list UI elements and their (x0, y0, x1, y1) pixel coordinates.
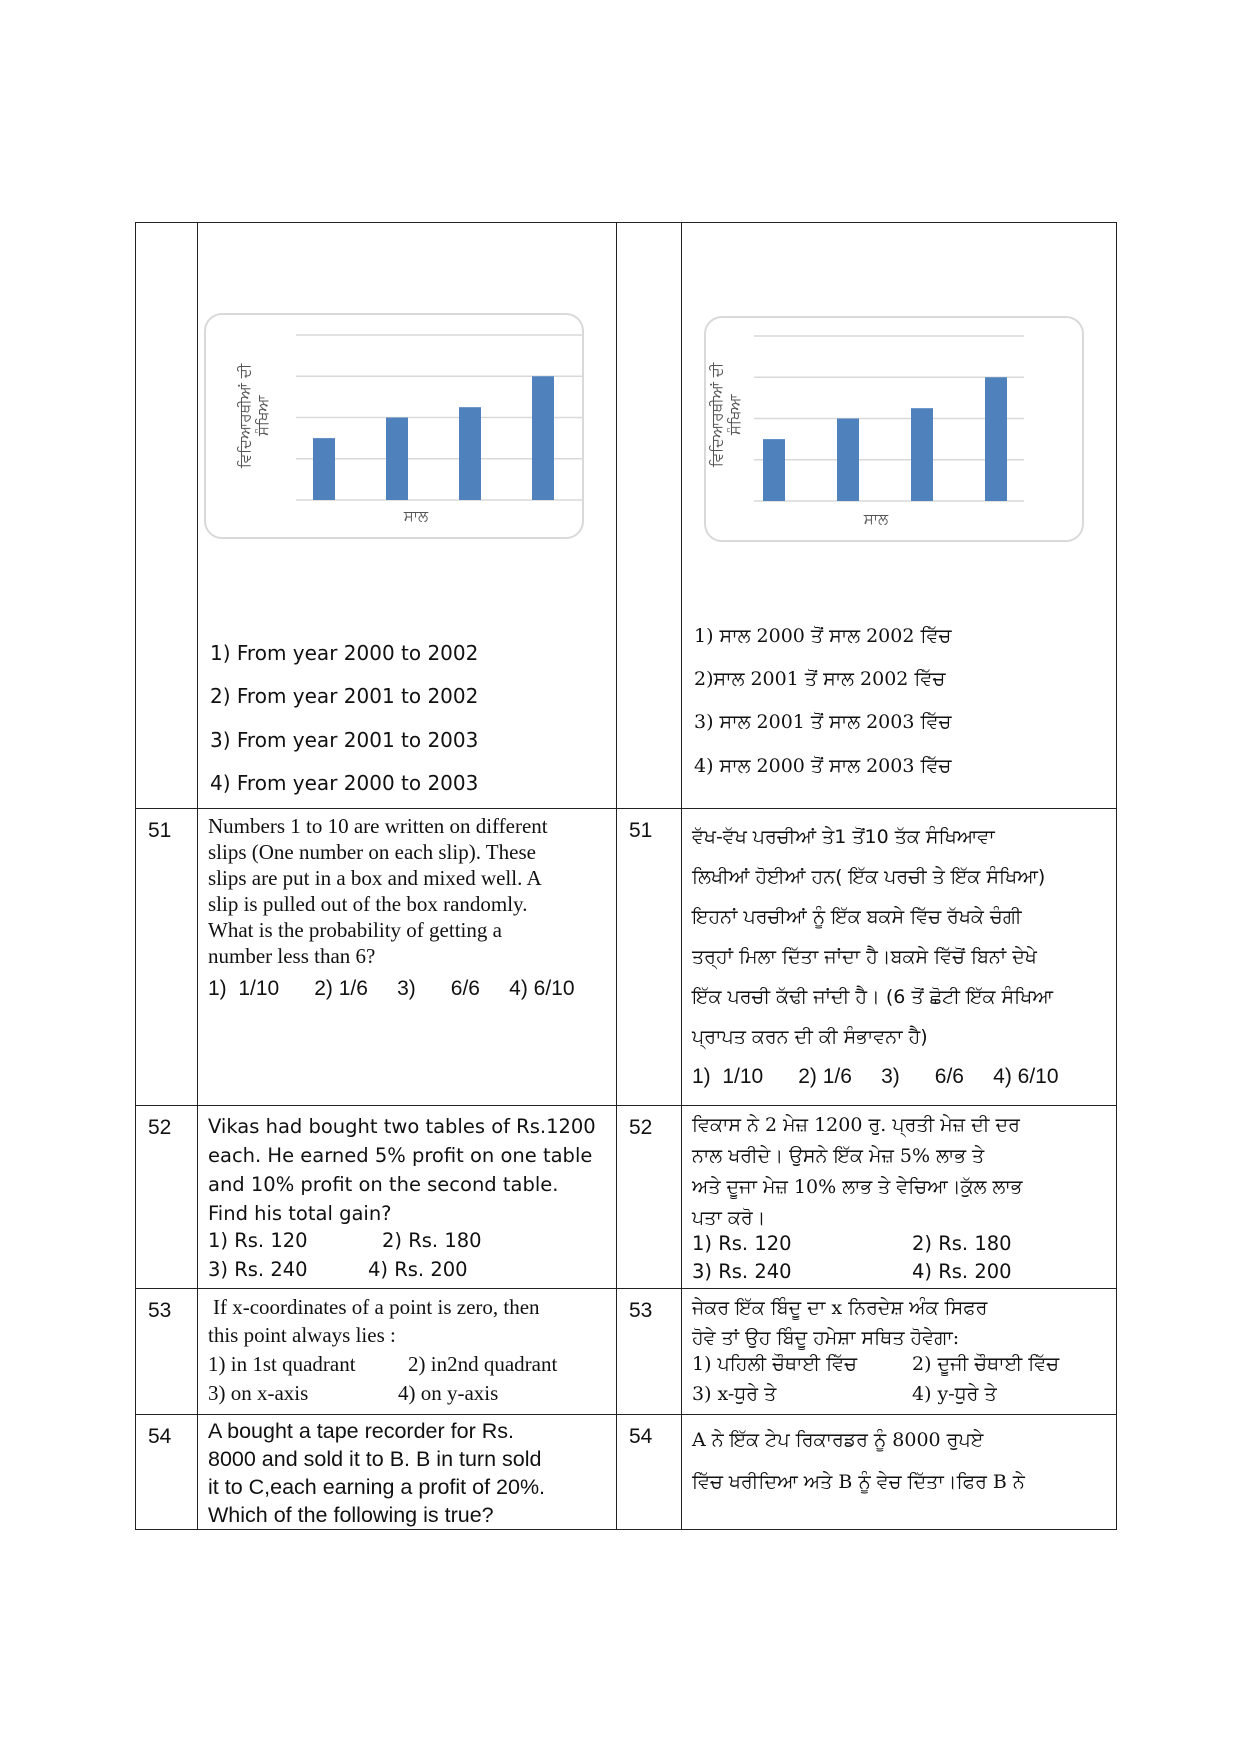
question-text-line: ਵਿੱਚ ਖਰੀਦਿਆ ਅਤੇ B ਨੂੰ ਵੇਚ ਦਿੱਤਾ।ਫਿਰ B ਨੇ (692, 1471, 1025, 1493)
answer-options-pa: 1) 1/10 2) 1/6 3) 6/6 4) 6/10 (692, 1065, 1059, 1088)
chart-bar-2 (386, 418, 408, 501)
pa-chart-cell (682, 223, 1117, 809)
chart-bar-2 (837, 419, 859, 502)
question-number: 54 (136, 1415, 198, 1530)
question-row-52 (136, 1106, 1117, 1289)
en-question-cell (198, 809, 617, 1106)
question-text-line: Which of the following is true? (208, 1503, 494, 1527)
pa-question-cell (682, 1289, 1117, 1415)
question-text-line: it to C,each earning a profit of 20%. (208, 1475, 546, 1499)
bar-chart-pa (706, 318, 1082, 540)
question-text-line: A bought a tape recorder for Rs. (208, 1419, 514, 1443)
question-text-line: 8000 and sold it to B. B in turn sold (208, 1447, 542, 1471)
chart-xlabel-en: ਸਾਲ (403, 507, 429, 525)
option-4: 4) Rs. 200 (368, 1258, 468, 1281)
question-text-line: ਵੱਖ-ਵੱਖ ਪਰਚੀਆਂ ਤੇ1 ਤੋਂ10 ਤੱਕ ਸੰਖਿਆਵਾ (692, 826, 995, 848)
question-text-line: ਲਿਖੀਆਂ ਹੋਈਆਂ ਹਨ( ਇੱਕ ਪਰਚੀ ਤੇ ਇੱਕ ਸੰਖਿਆ) (692, 866, 1046, 888)
question-text-line: ਨਾਲ ਖਰੀਦੇ। ਉਸਨੇ ਇੱਕ ਮੇਜ਼ 5% ਲਾਭ ਤੇ (692, 1145, 985, 1167)
option-2: 2) in2nd quadrant (408, 1352, 558, 1376)
question-row-51 (136, 809, 1117, 1106)
question-text-line: What is the probability of getting a (208, 918, 502, 942)
chart-bar-1 (313, 438, 335, 500)
question-text-line: slips (One number on each slip). These (208, 840, 536, 864)
question-text-line: ਹੋਵੇ ਤਾਂ ਉਹ ਬਿੰਦੂ ਹਮੇਸ਼ਾ ਸਥਿਤ ਹੋਵੇਗਾ: (692, 1327, 960, 1349)
question-text-line: ਪ੍ਰਾਪਤ ਕਰਨ ਦੀ ਕੀ ਸੰਭਾਵਨਾ ਹੈ) (692, 1026, 928, 1048)
chart-ylabel-pa: ਵਿਦਿਆਰਥੀਆਂ ਦੀ ਸੰਖਿਆ (708, 362, 744, 468)
question-text-line: ਅਤੇ ਦੂਜਾ ਮੇਜ਼ 10% ਲਾਭ ਤੇ ਵੇਚਿਆ।ਕੁੱਲ ਲਾਭ (692, 1176, 1023, 1198)
question-text-line: Vikas had bought two tables of Rs.1200 (208, 1115, 596, 1138)
chart-xlabel-pa: ਸਾਲ (863, 510, 889, 528)
option-3-pa: 3) x-ਧੁਰੇ ਤੇ (692, 1383, 777, 1405)
option-1: 1) in 1st quadrant (208, 1352, 356, 1376)
option-3: 3) Rs. 240 (208, 1258, 308, 1281)
question-text-line: ਇਹਨਾਂ ਪਰਚੀਆਂ ਨੂੰ ਇੱਕ ਬਕਸੇ ਵਿੱਚ ਰੱਖਕੇ ਚੰਗੀ (692, 906, 1022, 928)
number-cell-empty-pa (617, 223, 682, 809)
chart-bar-3 (911, 408, 933, 501)
pa-option-3: 3) ਸਾਲ 2001 ਤੋਂ ਸਾਲ 2003 ਵਿੱਚ (694, 711, 952, 733)
question-text-line: If x-coordinates of a point is zero, then (213, 1295, 540, 1319)
question-text-line: ਤਰ੍ਹਾਂ ਮਿਲਾ ਦਿੱਤਾ ਜਾਂਦਾ ਹੈ।ਬਕਸੇ ਵਿੱਚੋਂ ਬਿਨਾਂ ਦੇਖੇ (692, 946, 1037, 968)
question-row-50 (136, 223, 1117, 809)
question-table (135, 222, 1117, 1530)
pa-question-cell (682, 1415, 1117, 1530)
question-text-line: Numbers 1 to 10 are written on different (208, 814, 548, 838)
question-text-line: slip is pulled out of the box randomly. (208, 892, 528, 916)
en-question-cell (198, 1289, 617, 1415)
chart-frame-en (204, 313, 584, 539)
chart-bar-4 (532, 376, 554, 500)
question-text-line: slips are put in a box and mixed well. A (208, 866, 542, 890)
option-2-pa: 2) Rs. 180 (912, 1232, 1012, 1255)
en-chart-cell (198, 223, 617, 809)
question-row-54 (136, 1415, 1117, 1530)
question-text-line: this point always lies : (208, 1323, 396, 1347)
chart-frame-pa (704, 316, 1084, 542)
question-number-pa: 53 (617, 1289, 682, 1415)
question-text-line: number less than 6? (208, 944, 376, 968)
en-option-4: 4) From year 2000 to 2003 (210, 771, 479, 795)
option-3-pa: 3) Rs. 240 (692, 1260, 792, 1283)
number-cell-empty (136, 223, 198, 809)
question-number: 53 (136, 1289, 198, 1415)
question-number-pa: 52 (617, 1106, 682, 1289)
question-text-line: ਪਤਾ ਕਰੋ। (692, 1207, 766, 1229)
question-text-line: ਜੇਕਰ ਇੱਕ ਬਿੰਦੂ ਦਾ x ਨਿਰਦੇਸ਼ ਅੰਕ ਸਿਫਰ (692, 1297, 988, 1319)
en-question-cell (198, 1415, 617, 1530)
question-row-53 (136, 1289, 1117, 1415)
question-number: 52 (136, 1106, 198, 1289)
pa-question-cell (682, 1106, 1117, 1289)
en-question-cell (198, 1106, 617, 1289)
en-option-3: 3) From year 2001 to 2003 (210, 728, 479, 752)
question-text-line: A ਨੇ ਇੱਕ ਟੇਪ ਰਿਕਾਰਡਰ ਨੂੰ 8000 ਰੁਪਏ (692, 1429, 984, 1451)
question-text-line: ਵਿਕਾਸ ਨੇ 2 ਮੇਜ਼ 1200 ਰੁ. ਪ੍ਰਤੀ ਮੇਜ਼ ਦੀ ਦਰ (692, 1114, 1020, 1136)
question-number: 51 (136, 809, 198, 1106)
option-4: 4) on y-axis (398, 1381, 499, 1405)
chart-bar-3 (459, 407, 481, 500)
option-4-pa: 4) Rs. 200 (912, 1260, 1012, 1283)
question-text-line: Find his total gain? (208, 1202, 392, 1225)
question-number-pa: 54 (617, 1415, 682, 1530)
option-1-pa: 1) ਪਹਿਲੀ ਚੌਥਾਈ ਵਿੱਚ (692, 1353, 857, 1375)
pa-option-1: 1) ਸਾਲ 2000 ਤੋਂ ਸਾਲ 2002 ਵਿੱਚ (694, 625, 952, 647)
option-4-pa: 4) y-ਧੁਰੇ ਤੇ (912, 1383, 997, 1405)
option-1: 1) Rs. 120 (208, 1229, 308, 1252)
en-option-1: 1) From year 2000 to 2002 (210, 641, 479, 665)
en-option-2: 2) From year 2001 to 2002 (210, 684, 479, 708)
option-3: 3) on x-axis (208, 1381, 309, 1405)
option-2-pa: 2) ਦੂਜੀ ਚੌਥਾਈ ਵਿੱਚ (912, 1353, 1060, 1375)
question-text-line: each. He earned 5% profit on one table (208, 1144, 593, 1167)
question-text-line: and 10% profit on the second table. (208, 1173, 559, 1196)
option-2: 2) Rs. 180 (382, 1229, 482, 1252)
chart-bar-4 (985, 377, 1007, 501)
chart-ylabel-en: ਵਿਦਿਆਰਥੀਆਂ ਦੀ ਸੰਖਿਆ (236, 363, 272, 469)
pa-question-cell (682, 809, 1117, 1106)
answer-options: 1) 1/10 2) 1/6 3) 6/6 4) 6/10 (208, 977, 575, 1000)
pa-option-2: 2)ਸਾਲ 2001 ਤੋਂ ਸਾਲ 2002 ਵਿੱਚ (694, 668, 946, 690)
pa-option-4: 4) ਸਾਲ 2000 ਤੋਂ ਸਾਲ 2003 ਵਿੱਚ (694, 755, 952, 777)
option-1-pa: 1) Rs. 120 (692, 1232, 792, 1255)
question-text-line: ਇੱਕ ਪਰਚੀ ਕੱਢੀ ਜਾਂਦੀ ਹੈ। (6 ਤੋਂ ਛੋਟੀ ਇੱਕ ਸੰਖਿਆ (692, 986, 1054, 1008)
chart-bar-1 (763, 439, 785, 501)
question-number-pa: 51 (617, 809, 682, 1106)
